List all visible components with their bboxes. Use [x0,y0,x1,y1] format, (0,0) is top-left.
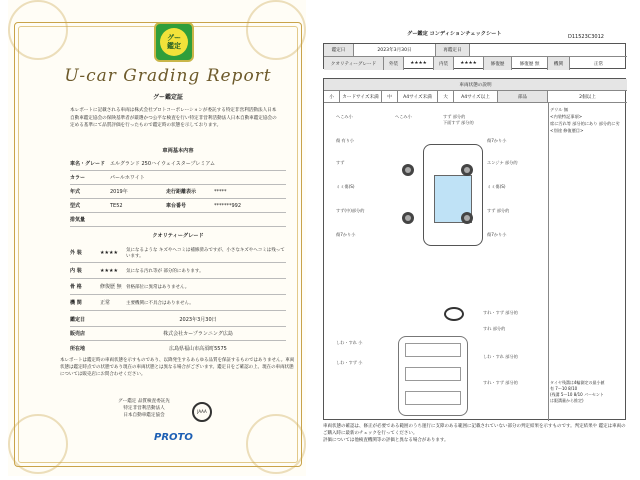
steering-wheel-icon [444,307,464,321]
damage-label: へこみ小 [336,114,353,119]
damage-label: 傷 有り小 [336,138,355,143]
interior-label: しわ・すれ 小 [336,340,363,345]
footer-organization: グー鑑定 品質検査委託先 特定非営利活動法人 日本自動車鑑定協会 [118,399,170,418]
sheet-header: グー鑑定 コンディションチェックシート [407,31,502,37]
quality-row: 機 関 正常 主要機関に不具合はありません。 [70,295,286,311]
damage-label: ミミ傷(S) [336,184,355,189]
wheel-icon [402,212,414,224]
flourish-bottom-left-icon [8,414,68,474]
disclaimer-text: 本レポートは鑑定時の車両状態を示すものであり、以降発生するあらゆる品質を保証するものではありません。車両状態は鑑定時点での状態であり現在の車両状態とは異なる場合がございます。鑑定日をご確認の上、現在の車両状態については販売店にお問合わせください。 [60,358,295,378]
report-title: U-car Grading Report [64,66,272,86]
damage-label: エンジナ 部分的 [487,160,518,165]
address-row: 所在地 広島県福山市高須町5575 [70,345,227,352]
interior-label: すれ・すず 部分的 [483,380,518,385]
flourish-top-right-icon [246,0,306,60]
tire-note: タイヤ残溝は4輪測定の最小値 有 7〜10 8/10 (残溝 5〜10 8/10 パーセント は限溝量から推定) [550,380,605,403]
vehicle-row: カラー パールホワイト [70,171,286,185]
sheet-code: D11523C3012 [568,34,604,40]
damage-label: すず(中)部分的 [336,208,365,213]
badge-text: グー 鑑定 [160,28,188,56]
quality-section-title: クオリティーグレード [152,233,204,239]
quality-row: 外 装 ★★★★ 気になるような キズやヘコミは補修済みですが、小さなキズやヘコミは残っています。 [70,243,286,263]
vehicle-row: 排気量 [70,213,286,227]
damage-label: 傷7かり小 [487,232,507,237]
goo-kantei-badge-icon [154,22,194,62]
wheel-icon [461,212,473,224]
damage-label: すず 部分的 下面すず 部分的 [443,114,474,125]
flourish-bottom-right-icon [246,414,306,474]
damage-label: すず [336,160,345,165]
car-diagram-top [423,144,483,246]
vehicle-row: 年式 2019年 走行距離表示 ***** [70,185,286,199]
damage-label: ミミ傷(S) [487,184,506,189]
damage-label: 傷7かり小 [487,138,507,143]
damage-label: すず 部分的 [487,208,510,213]
interior-diagram [398,336,468,416]
kantei-date-row: 鑑定日 2023年3月30日 [70,313,286,327]
proto-logo: PROTO [154,432,193,443]
date-grid: 鑑定日 2023年3月30日 再鑑定日 クオリティーグレード 外装 ★★★★ 内装 ★★★★ 修復歴 修復歴 無 機関 正常 [323,43,626,69]
flourish-top-left-icon [8,0,68,60]
grading-certificate [8,0,306,476]
seller-row: 販売店 株式会社カープランニング広島 [70,327,286,341]
interior-label: すれ 部分的 [483,326,506,331]
quality-row: 骨 格 修復歴 無 骨格部位に異常はありません。 [70,279,286,295]
report-subtitle: グー鑑定証 [152,94,183,101]
interior-label: すれ・すず 部分的 [483,310,518,315]
vehicle-row: 型式 TE52 車台番号 *******992 [70,199,286,213]
wheel-icon [402,164,414,176]
interior-label: しわ・すず 小 [336,360,363,365]
jaaa-logo-icon: JAAA [192,402,212,422]
state-grid: 車両状態の説明 小 カードサイズ未満 中 A4サイズ未満 大 A4サイズ以上 部品 2個以上 [323,78,626,420]
quality-row: 内 装 ★★★★ 気になる汚れ等が 部分的にあります。 [70,263,286,279]
vehicle-section-title: 車両基本内容 [162,148,194,154]
intro-text: 本レポートに記載される車両は株式会社プロトコーポレーションが委託する特定非営利活動法人日本自動車鑑定協会の保険基準者が厳選かつ公平な検査を行い特定非営利活動法人日本自動車鑑定協会の定める基準にて品質評価を行ったもので鑑定時の状態を示しております。 [70,108,277,129]
wheel-icon [461,164,473,176]
parts-note: デリル 無 <内装特記事項> 席に汚れ等 部分的にあり 部分的に劣 <別途 修復歴目> [550,107,620,133]
damage-label: 傷7かり小 [336,232,356,237]
sheet-bottom-note: 車両状態の確認は、修正が必要である範囲のうち運行に支障のある範囲に記載されていない部分の判定結果を示すものです。判定結果や 鑑定は車両のご購入時に最新のチェックを行ってください。 評価については他検査機関等の評価と異なる場合があります。 [323,424,626,443]
interior-label: しわ・すれ 部分的 [483,354,518,359]
vehicle-row: 車名・グレード エルグランド 250ハイウェイスタープレミアム [70,157,286,171]
damage-label: へこみ小 [395,114,412,119]
